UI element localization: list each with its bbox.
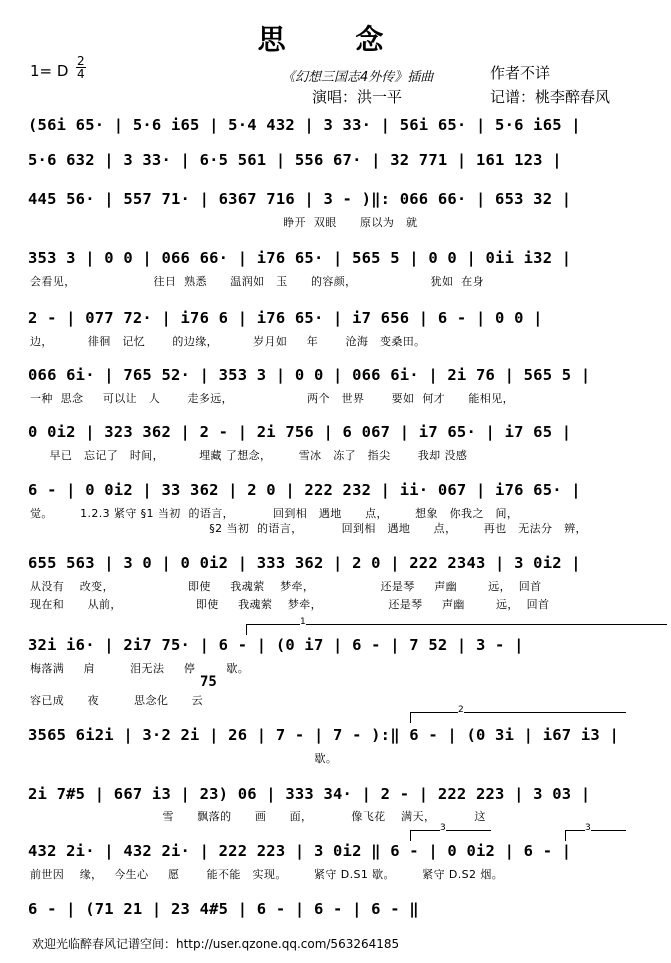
volta-number-2: 2 [458, 705, 464, 715]
score-row-6: 066 6i· | 765 52· | 353 3 | 0 0 | 066 6i· | 2i 76 | 565 5 | [28, 366, 591, 384]
transcriber: 记谱：桃李醉春风 [490, 88, 611, 106]
score-row-13: 432 2i· | 432 2i· | 222 223 | 3 0i2 ‖ 6 - | 0 0i2 | 6 - | [28, 842, 572, 860]
lyrics-row-10: 梅落满 肩 泪无法 停 歇。 [30, 662, 250, 675]
volta-bracket-3a [410, 830, 491, 841]
lyrics-row-13: 前世因 缘， 今生心 愿 能不能 实现。 紧守 D.S1 歇。 紧守 D.S2 烟。 [30, 868, 504, 881]
volta-bracket-2 [410, 712, 626, 723]
lyrics-row-4: 会看见， 往日 熟悉 温润如 玉 的容颜， 犹如 在身 [30, 275, 484, 288]
score-row-14: 6 - | (71 21 | 23 4#5 | 6 - | 6 - | 6 - ‖ [28, 900, 419, 918]
lyrics-row-3: 睁开 双眼 原以为 就 [30, 216, 418, 229]
score-row-10: 32i i6· | 2i7 75· | 6 - | (0 i7 | 6 - | 7 52 | 3 - | [28, 636, 524, 654]
score-row-4: 353 3 | 0 0 | 066 66· | i76 65· | 565 5 | 0 0 | 0ii i32 | [28, 249, 572, 267]
lyrics-row-8-verse-2: §2 当初 的语言， 回到相 遇地 点， 再也 无法分 辨， [30, 522, 587, 535]
singer: 演唱：洪一平 [312, 88, 403, 106]
alt-note-75: 75 [200, 674, 217, 690]
lyrics-row-11: 歇。 [30, 752, 338, 765]
time-signature-top: 2 [77, 54, 85, 68]
score-row-7: 0 0i2 | 323 362 | 2 - | 2i 756 | 6 067 | i7 65· | i7 65 | [28, 423, 572, 441]
score-row-1: (56i 65· | 5·6 i65 | 5·4 432 | 3 33· | 56i 65· | 5·6 i65 | [28, 116, 581, 134]
lyrics-row-8: 觉。 1.2.3 紧守 §1 当初 的语言， 回到相 遇地 点， 想象 你我之 间， [30, 507, 519, 520]
song-title: 思 念 [257, 23, 414, 56]
lyrics-row-9-verse-2: 现在和 从前， 即使 我魂萦 梦牵， 还是琴 声幽 远， 回首 [30, 598, 550, 611]
lyrics-row-12: 雪 飘落的 画 面， 像飞花 满天， 这 [30, 810, 486, 823]
composer: 作者不详 [490, 64, 551, 82]
volta-number-3b: 3 [585, 823, 591, 833]
lyrics-row-6: 一种 思念 可以让 人 走多远， 两个 世界 要如 何才 能相见， [30, 392, 515, 405]
score-row-5: 2 - | 077 72· | i76 6 | i76 65· | i7 656 | 6 - | 0 0 | [28, 309, 543, 327]
lyrics-row-10-verse-2: 容已成 夜 思念化 云 [30, 694, 204, 707]
score-row-8: 6 - | 0 0i2 | 33 362 | 2 0 | 222 232 | ii· 067 | i76 65· | [28, 481, 581, 499]
subtitle: 《幻想三国志4外传》插曲 [282, 70, 434, 85]
volta-number-3a: 3 [440, 823, 446, 833]
lyrics-row-9: 从没有 改变， 即使 我魂萦 梦牵， 还是琴 声幽 远， 回首 [30, 580, 542, 593]
key-signature: 1= D [30, 62, 69, 80]
score-row-11: 3565 6i2i | 3·2 2i | 26 | 7 - | 7 - ):‖ 6 - | (0 3i | i67 i3 | [28, 726, 619, 744]
volta-bracket-1 [246, 624, 667, 635]
footer-link-text: 欢迎光临醉春风记谱空间：http://user.qzone.qq.com/563264185 [32, 937, 400, 951]
score-row-2: 5·6 632 | 3 33· | 6·5 561 | 556 67· | 32 771 | 161 123 | [28, 151, 562, 169]
score-row-12: 2i 7#5 | 667 i3 | 23) 06 | 333 34· | 2 - | 222 223 | 3 03 | [28, 785, 591, 803]
volta-bracket-3b [565, 830, 626, 841]
time-signature-bottom: 4 [77, 67, 85, 81]
score-row-3: 445 56· | 557 71· | 6367 716 | 3 - )‖: 066 66· | 653 32 | [28, 190, 572, 208]
volta-number-1: 1 [300, 617, 306, 627]
lyrics-row-5: 边， 徘徊 记忆 的边缘， 岁月如 年 沧海 变桑田。 [30, 335, 426, 348]
score-row-9: 655 563 | 3 0 | 0 0i2 | 333 362 | 2 0 | 222 2343 | 3 0i2 | [28, 554, 581, 572]
lyrics-row-7: 早已 忘记了 时间， 埋藏 了想念， 雪冰 冻了 指尖 我却 没感 [30, 449, 468, 462]
